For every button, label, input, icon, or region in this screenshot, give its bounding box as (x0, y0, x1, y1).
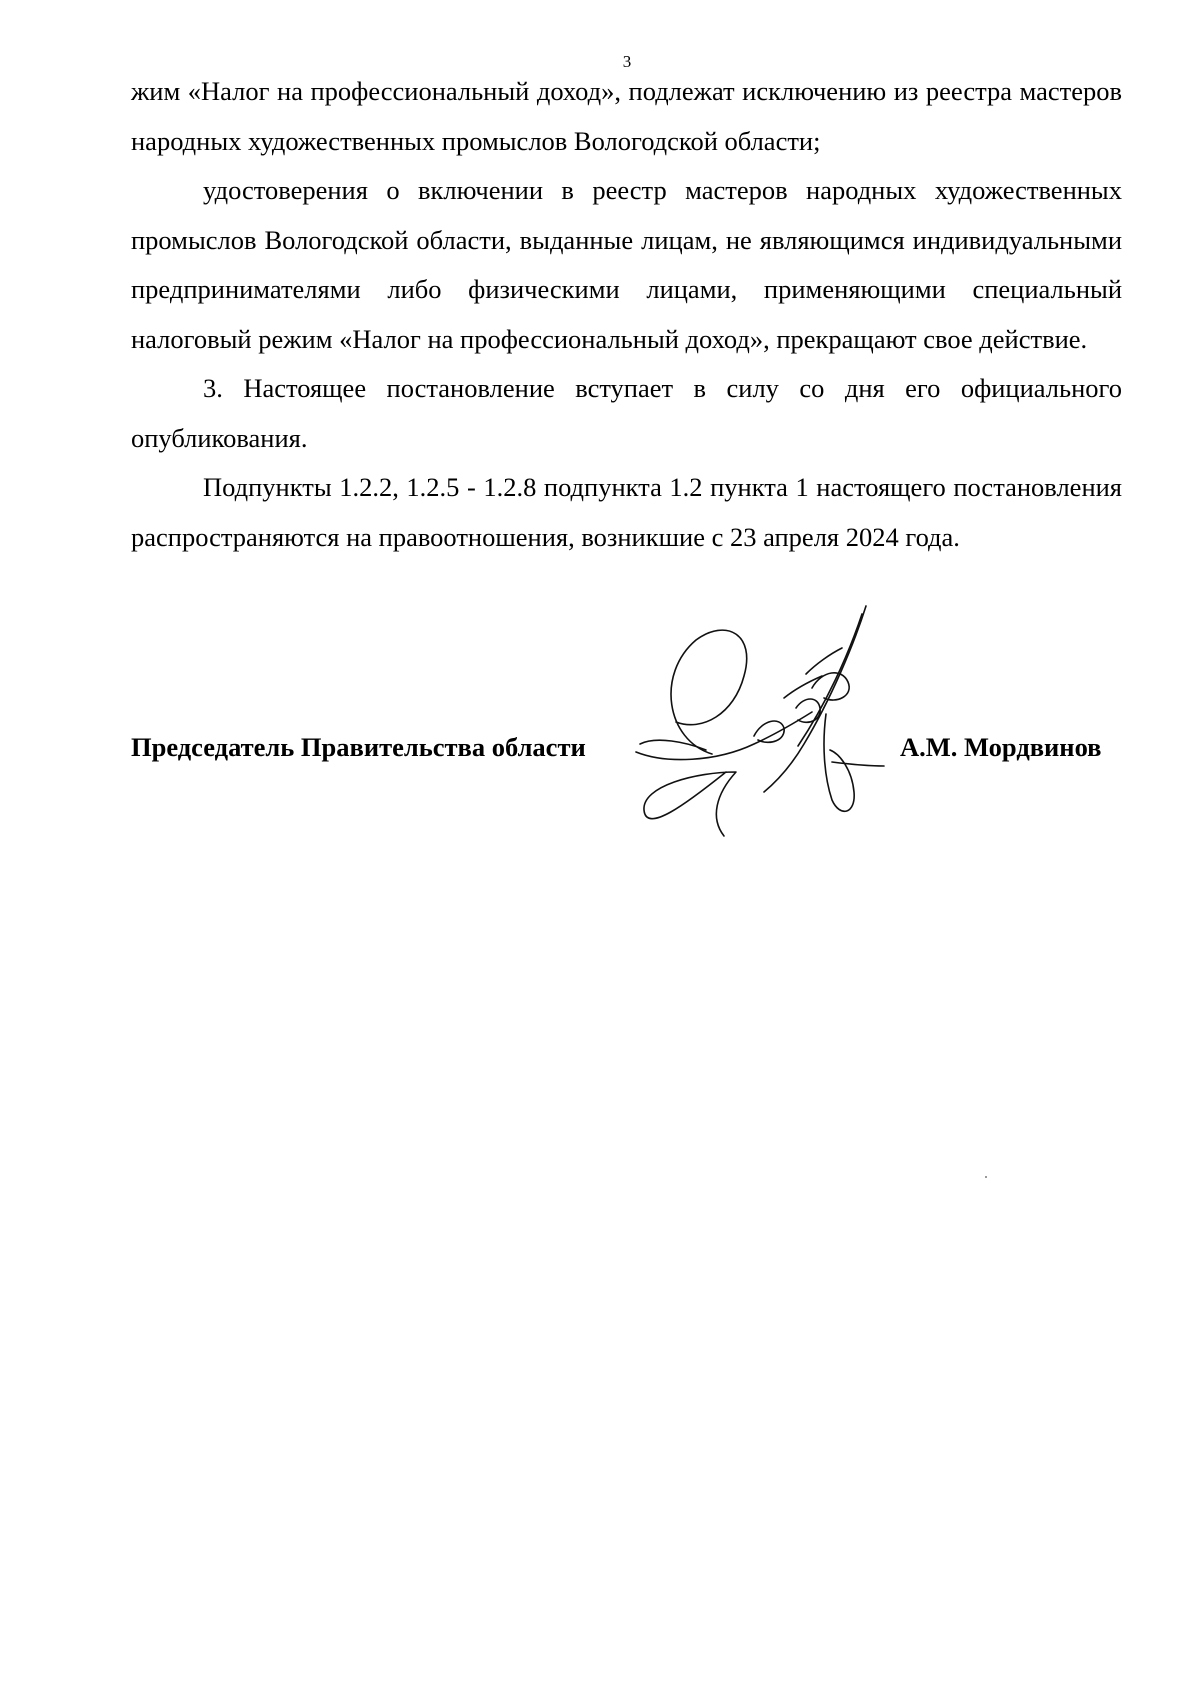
signatory-position-title: Председатель Правительства области (131, 732, 586, 762)
signatory-name: А.М. Мордвинов (900, 732, 1102, 762)
handwritten-signature (626, 604, 886, 849)
document-body (131, 67, 1122, 562)
paragraph-registry-exclusion: жим «Налог на профессиональный доход», подлежат исключению из реестра мастеров народных художественных промыслов Вологодской области; (131, 76, 1122, 156)
paragraph-certificates-termination: удостоверения о включении в реестр мастеров народных художественных промыслов Вологодской области, выданные лицам, не являющимся индивидуальными предпринимателями либо физическими лицами, применяющими специальный налоговый режим «Налог на профессиональный доход», прекращают свое действие. (131, 175, 1122, 354)
paragraph-entry-into-force: 3. Настоящее постановление вступает в силу со дня его официального опубликования. (131, 373, 1122, 453)
page-number: 3 (622, 52, 632, 71)
paragraph-retroactive-application: Подпункты 1.2.2, 1.2.5 - 1.2.8 подпункта 1.2 пункта 1 настоящего постановления распространяются на правоотношения, возникшие с 23 апреля 2024 года. (131, 472, 1122, 552)
scan-dot (985, 1176, 987, 1178)
